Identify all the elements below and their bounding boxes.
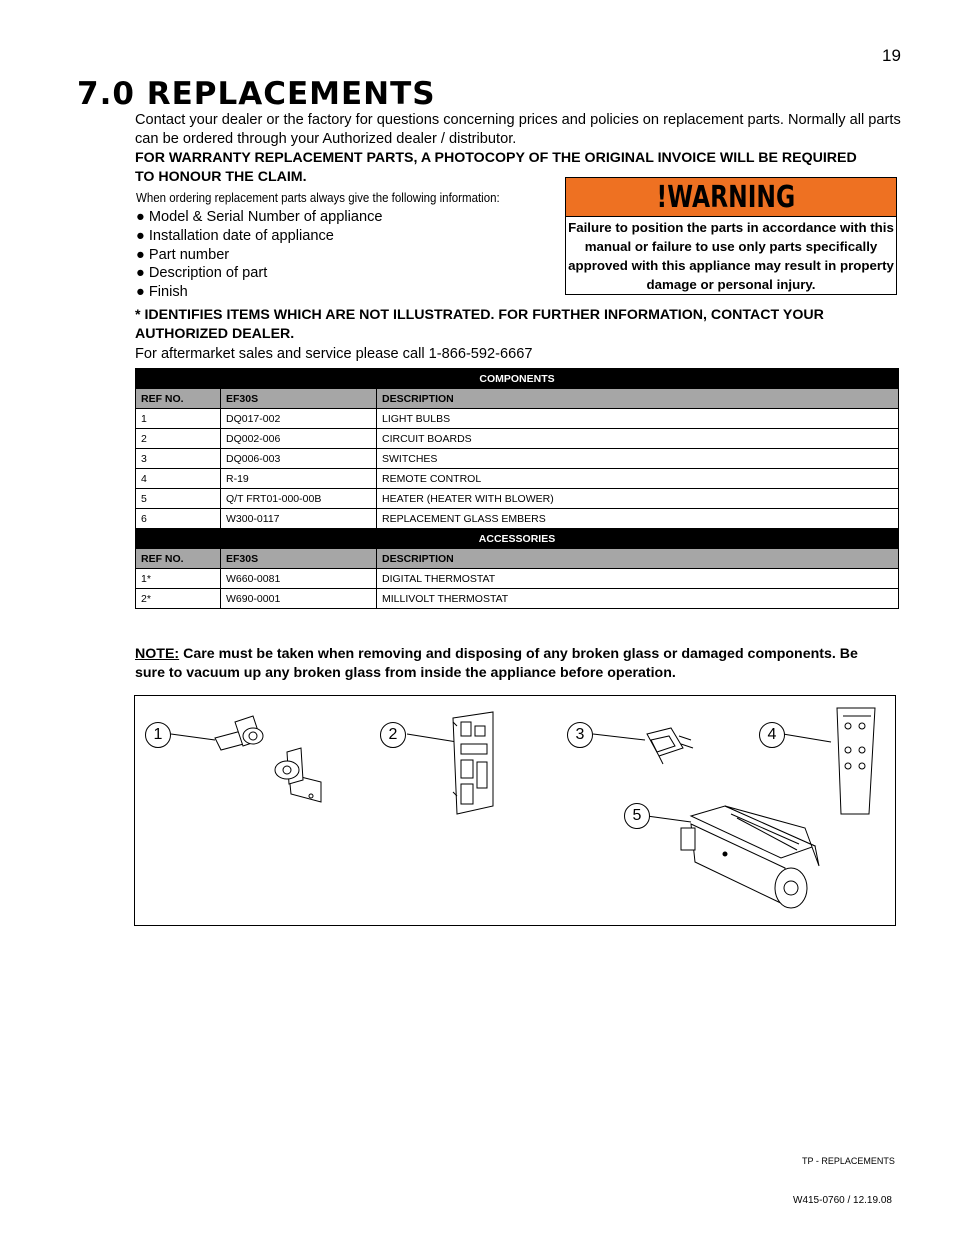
aftermarket-info: For aftermarket sales and service please call 1-866-592-6667 xyxy=(135,346,533,362)
warning-header xyxy=(566,178,896,217)
list-item: ● Model & Serial Number of appliance xyxy=(136,209,383,225)
identifies-notice: * IDENTIFIES ITEMS WHICH ARE NOT ILLUSTRATED. FOR FURTHER INFORMATION, CONTACT YOUR AUTHORIZED DEALER. xyxy=(135,307,824,342)
description-cell: MILLIVOLT THERMOSTAT xyxy=(377,589,899,609)
intro-paragraph: Contact your dealer or the factory for questions concerning prices and policies on replacement parts. Normally all parts can be ordered through your Authorized dealer / distributor. xyxy=(135,112,901,147)
warning-heading: !WARNING xyxy=(656,179,796,215)
part-cell: Q/T FRT01-000-00B xyxy=(221,489,377,509)
list-item: ● Installation date of appliance xyxy=(136,227,334,244)
parts-diagram xyxy=(134,695,896,926)
description-cell: REMOTE CONTROL xyxy=(377,469,899,489)
page-number: 19 xyxy=(882,46,901,65)
column-header: EF30S xyxy=(221,549,377,569)
table-row xyxy=(136,589,899,609)
warning-box xyxy=(565,177,897,295)
circuit-board-icon xyxy=(453,712,493,814)
description-cell: HEATER (HEATER WITH BLOWER) xyxy=(377,489,899,509)
column-header: DESCRIPTION xyxy=(377,389,899,409)
switch-icon xyxy=(647,728,693,764)
footer-section: TP - REPLACEMENTS xyxy=(802,1156,895,1166)
column-header: REF NO. xyxy=(136,389,221,409)
accessories-title: ACCESSORIES xyxy=(136,529,899,549)
note-label: NOTE: xyxy=(135,646,180,662)
ref-cell: 2 xyxy=(136,429,221,449)
table-row xyxy=(136,429,899,449)
ref-cell: 6 xyxy=(136,509,221,529)
list-item: ● Finish xyxy=(136,284,188,301)
leader-line xyxy=(171,734,215,740)
ref-cell: 2* xyxy=(136,589,221,609)
leader-line xyxy=(407,734,457,742)
ref-cell: 1 xyxy=(136,409,221,429)
description-cell: SWITCHES xyxy=(377,449,899,469)
part-cell: R-19 xyxy=(221,469,377,489)
ref-cell: 4 xyxy=(136,469,221,489)
table-row xyxy=(136,469,899,489)
warranty-notice: FOR WARRANTY REPLACEMENT PARTS, A PHOTOCOPY OF THE ORIGINAL INVOICE WILL BE REQUIRED TO HONOUR THE CLAIM. xyxy=(135,150,857,185)
components-title: COMPONENTS xyxy=(136,369,899,389)
ordering-list xyxy=(136,208,383,302)
table-row xyxy=(136,409,899,429)
table-row xyxy=(136,489,899,509)
leader-line xyxy=(783,734,831,742)
description-cell: REPLACEMENT GLASS EMBERS xyxy=(377,509,899,529)
callout-5: 5 xyxy=(624,803,650,829)
part-cell: DQ002-006 xyxy=(221,429,377,449)
description-cell: DIGITAL THERMOSTAT xyxy=(377,569,899,589)
note-paragraph xyxy=(135,645,875,683)
column-header: DESCRIPTION xyxy=(377,549,899,569)
description-cell: LIGHT BULBS xyxy=(377,409,899,429)
part-cell: W660-0081 xyxy=(221,569,377,589)
ordering-info: When ordering replacement parts always give the following information: xyxy=(136,191,500,205)
remote-control-icon xyxy=(837,708,875,814)
components-table xyxy=(135,368,899,609)
footer-doc-number: W415-0760 / 12.19.08 xyxy=(793,1195,892,1206)
part-cell: W300-0117 xyxy=(221,509,377,529)
warning-text: Failure to position the parts in accordance with this manual or failure to use only parts specifically approved with this appliance may result in property damage or personal injury. xyxy=(568,220,894,292)
page-title: 7.0 REPLACEMENTS xyxy=(77,76,436,112)
table-row xyxy=(136,569,899,589)
ref-cell: 3 xyxy=(136,449,221,469)
ref-cell: 1* xyxy=(136,569,221,589)
table-row xyxy=(136,449,899,469)
heater-blower-icon xyxy=(681,806,819,908)
part-cell: DQ017-002 xyxy=(221,409,377,429)
part-cell: W690-0001 xyxy=(221,589,377,609)
callout-3: 3 xyxy=(567,722,593,748)
leader-line xyxy=(593,734,645,740)
callout-1: 1 xyxy=(145,722,171,748)
column-header: EF30S xyxy=(221,389,377,409)
column-header: REF NO. xyxy=(136,549,221,569)
light-bulb-icon xyxy=(215,716,321,802)
ref-cell: 5 xyxy=(136,489,221,509)
leader-line xyxy=(647,816,691,822)
note-text: Care must be taken when removing and disposing of any broken glass or damaged components. Be sure to vacuum up any broken glass from inside the appliance before operation. xyxy=(135,646,858,681)
callout-4: 4 xyxy=(759,722,785,748)
part-cell: DQ006-003 xyxy=(221,449,377,469)
table-row xyxy=(136,509,899,529)
list-item: ● Description of part xyxy=(136,265,268,282)
description-cell: CIRCUIT BOARDS xyxy=(377,429,899,449)
callout-2: 2 xyxy=(380,722,406,748)
list-item: ● Part number xyxy=(136,246,230,263)
